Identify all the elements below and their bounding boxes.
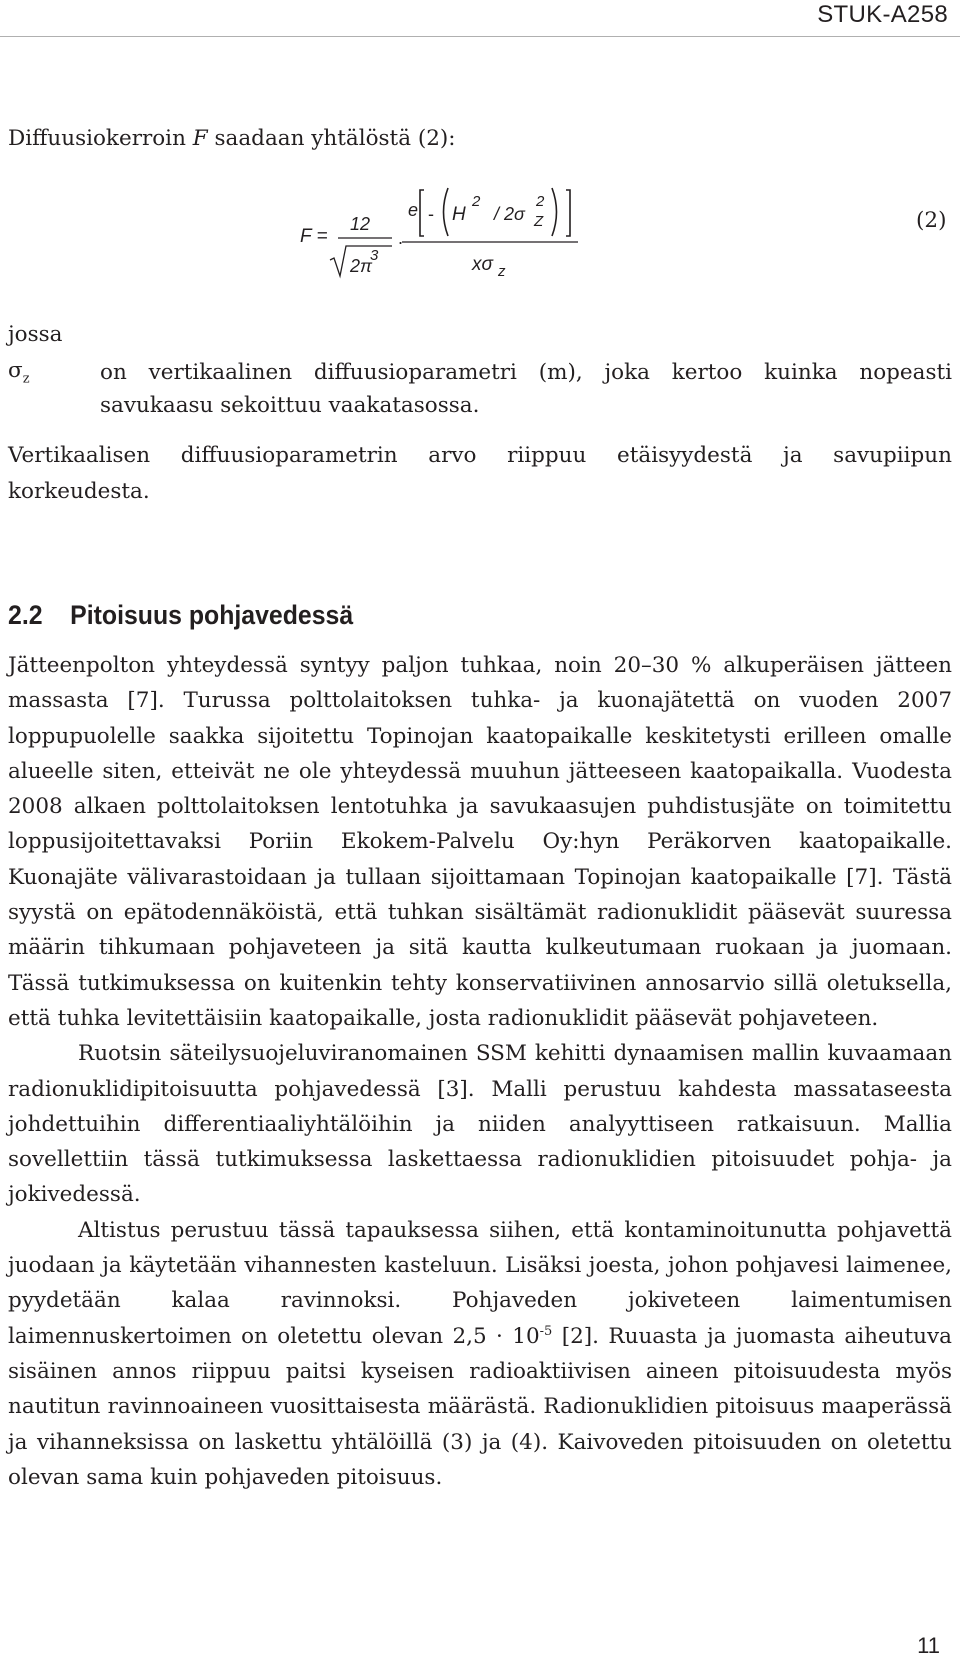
left-paren	[444, 188, 449, 236]
paragraph-3-end: [2]. Ruuasta ja juomasta aiheutuva sisäinen annos riippuu paitsi kyseisen radioaktiivisen aineen pitoisuudesta myös nautitun ravinnoaineen vuosittaisesta määrästä. Radionuklidien pitoisuus maaperässä ja vihanneksissa on laskettu yhtälöillä (3) ja (4). Kaivoveden pitoisuuden on oletettu olevan sama kuin pohjaveden pitoisuus.	[8, 1323, 952, 1490]
section-heading	[8, 600, 353, 631]
formula-exp-base: e	[408, 200, 419, 220]
symbol-sigma-sub: z	[22, 371, 30, 387]
diffusion-formula	[300, 180, 630, 290]
paragraph-1: Jätteenpolton yhteydessä syntyy paljon tuhkaa, noin 20–30 % alkuperäisen jätteen massasta [7]. Turussa polttolaitoksen tuhka- ja kuonajätettä on vuoden 2007 loppupuolelle saakka sijoitettu Topinojan kaatopaikalle keskitetysti erilleen omalle alueelle siten, etteivät ne ole yhteydessä muuhun jätteeseen kaatopaikalla. Vuodesta 2008 alkaen polttolaitoksen lentotuhka ja savukaasujen puhdistusjäte on toimitettu loppusijoitettavaksi Poriin Ekokem-Palvelu Oy:hyn Peräkorven kaatopaikalle. Kuonajäte välivarastoidaan ja tullaan sijoittamaan Topinojan kaatopaikalle [7]. Tästä syystä on epätodennäköistä, että tuhkan sisältämät radionuklidit pääsevät suuressa määrin tihkumaan pohjaveteen ja sitä kautta kulkeutumaan ruokaan ja juomaan. Tässä tutkimuksessa on kuitenkin tehty konservatiivinen annosarvio sillä oletuksella, että tuhka levitettäisiin kaatopaikalle, josta radionuklidit pääsevät pohjaveteen.	[8, 653, 952, 1031]
section-title: Pitoisuus pohjavedessä	[70, 600, 354, 630]
paragraph-3-exponent: -5	[539, 1323, 553, 1339]
formula-exp-div-sub: Z	[534, 213, 544, 230]
vertical-paragraph: Vertikaalisen diffuusioparametrin arvo riippuu etäisyydestä ja savupiipun korkeudesta.	[8, 443, 952, 504]
intro-prefix: Diffuusiokerroin	[8, 126, 193, 151]
formula-frac-den: xσ	[472, 254, 493, 275]
left-bracket	[420, 190, 424, 236]
right-paren	[552, 188, 557, 236]
formula-dot: .	[398, 228, 404, 248]
equation-number: (2)	[916, 208, 947, 233]
formula-exp-sign: -	[428, 204, 434, 224]
formula-frac-den-sub: z	[498, 263, 506, 280]
intro-line	[8, 126, 456, 151]
document-id: STUK-A258	[817, 1, 948, 28]
definition-symbol	[8, 358, 30, 386]
formula-exp-div: / 2σ	[494, 204, 525, 224]
right-bracket	[566, 190, 570, 236]
intro-suffix: saadaan yhtälöstä (2):	[207, 126, 456, 151]
page-number: 11	[917, 1633, 940, 1658]
formula-lhs: F =	[300, 226, 328, 247]
formula-exp-num: H	[452, 204, 466, 225]
page-header	[0, 0, 960, 37]
formula-exp-div-pow: 2	[536, 193, 545, 210]
formula-exp-num-pow: 2	[472, 193, 481, 210]
section-body	[8, 648, 952, 1495]
paragraph-3	[8, 1213, 952, 1495]
paragraph-2: Ruotsin säteilysuojeluviranomainen SSM kehitti dynaamisen mallin kuvaamaan radionuklidipitoisuutta pohjavedessä [3]. Malli perustuu kahdesta massataseesta johdettuihin differentiaaliyhtälöihin ja niiden analyyttiseen ratkaisuun. Mallia sovellettiin tässä tutkimuksessa laskettaessa radionuklidien pitoisuudet pohja- ja jokivedessä.	[8, 1041, 952, 1208]
intro-variable: F	[192, 126, 208, 151]
formula-coef-num: 12	[350, 214, 371, 234]
definition-text: on vertikaalinen diffuusioparametri (m), joka kertoo kuinka nopeasti savukaasu sekoittuu vaakatasossa.	[100, 360, 952, 418]
section-number: 2.2	[8, 600, 43, 630]
symbol-sigma: σ	[8, 358, 23, 383]
formula-coef-den: 2π	[350, 256, 373, 276]
paragraph-3-start: Altistus perustuu tässä tapauksessa siihen, että kontaminoitunutta pohjavettä juodaan ja käytetään vihannesten kasteluun. Lisäksi joesta, johon pohjavesi laimenee, pyydetään kalaa ravinnoksi. Pohjaveden jokiveteen laimentumisen laimennuskertoimen on oletettu olevan 2,5 · 10	[8, 1217, 952, 1349]
definitions-label: jossa	[8, 322, 63, 347]
formula-coef-den-exp: 3	[370, 247, 379, 264]
